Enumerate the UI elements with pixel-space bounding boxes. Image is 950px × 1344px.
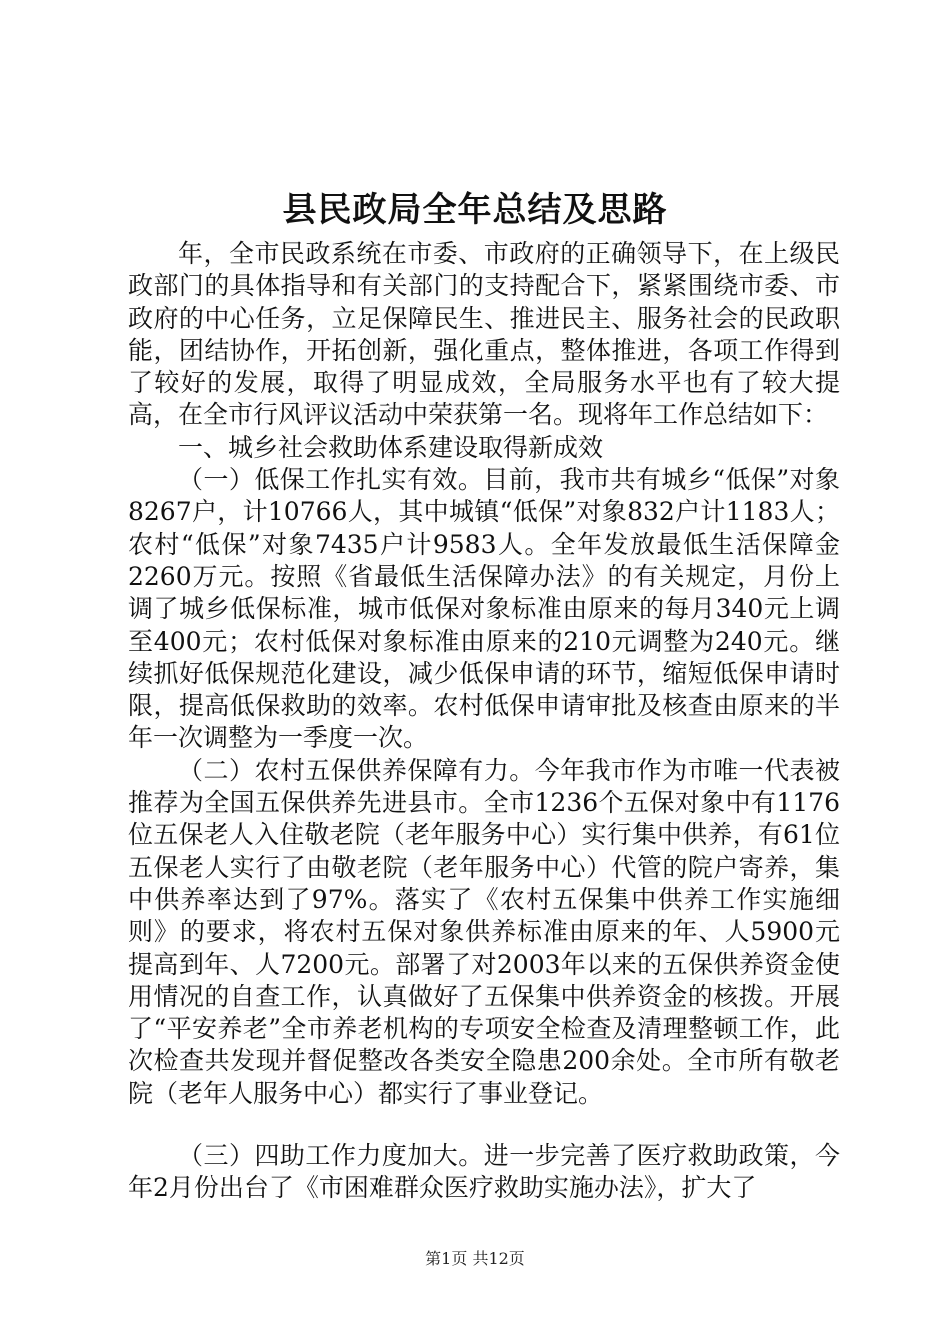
body-paragraph: （二）农村五保供养保障有力。今年我市作为市唯一代表被推荐为全国五保供养先进县市。全市1236个五保对象中有1176位五保老人入住敬老院（老年服务中心）实行集中供养，有61位五保老人实行了由敬老院（老年服务中心）代管的院户寄养，集中供养率达到了97%。落实了《农村五保集中供养工作实施细则》的要求，将农村五保对象供养标准由原来的年、人5900元提高到年、人7200元。部署了对2003年以来的五保供养资金使用情况的自查工作，认真做好了五保集中供养资金的核拨。开展了“平安养老”全市养老机构的专项安全检查及清理整顿工作，此次检查共发现并督促整改各类安全隐患200余处。全市所有敬老院（老年人服务中心）都实行了事业登记。	[128, 755, 840, 1108]
section-heading: 一、城乡社会救助体系建设取得新成效	[178, 432, 604, 462]
intro-paragraph: 年，全市民政系统在市委、市政府的正确领导下，在上级民政部门的具体指导和有关部门的支持配合下，紧紧围绕市委、市政府的中心任务，立足保障民生、推进民主、服务社会的民政职能，团结协作，开拓创新，强化重点，整体推进，各项工作得到了较好的发展，取得了明显成效，全局服务水平也有了较大提高，在全市行风评议活动中荣获第一名。现将年工作总结如下：	[128, 239, 840, 430]
document-body	[128, 238, 840, 1205]
body-paragraph: （一）低保工作扎实有效。目前，我市共有城乡“低保”对象8267户，计10766人，其中城镇“低保”对象832户计1183人；农村“低保”对象7435户计9583人。全年发放最低生活保障金2260万元。按照《省最低生活保障办法》的有关规定，月份上调了城乡低保标准，城市低保对象标准由原来的每月340元上调至400元；农村低保对象标准由原来的210元调整为240元。继续抓好低保规范化建设，减少低保申请的环节，缩短低保申请时限，提高低保救助的效率。农村低保申请审批及核查由原来的半年一次调整为一季度一次。	[128, 465, 840, 753]
document-title: 县民政局全年总结及思路	[282, 190, 668, 230]
body-paragraph: （三）四助工作力度加大。进一步完善了医疗救助政策，今年2月份出台了《市困难群众医疗救助实施办法》，扩大了	[128, 1141, 840, 1203]
page-number: 第1页 共12页	[425, 1249, 525, 1268]
